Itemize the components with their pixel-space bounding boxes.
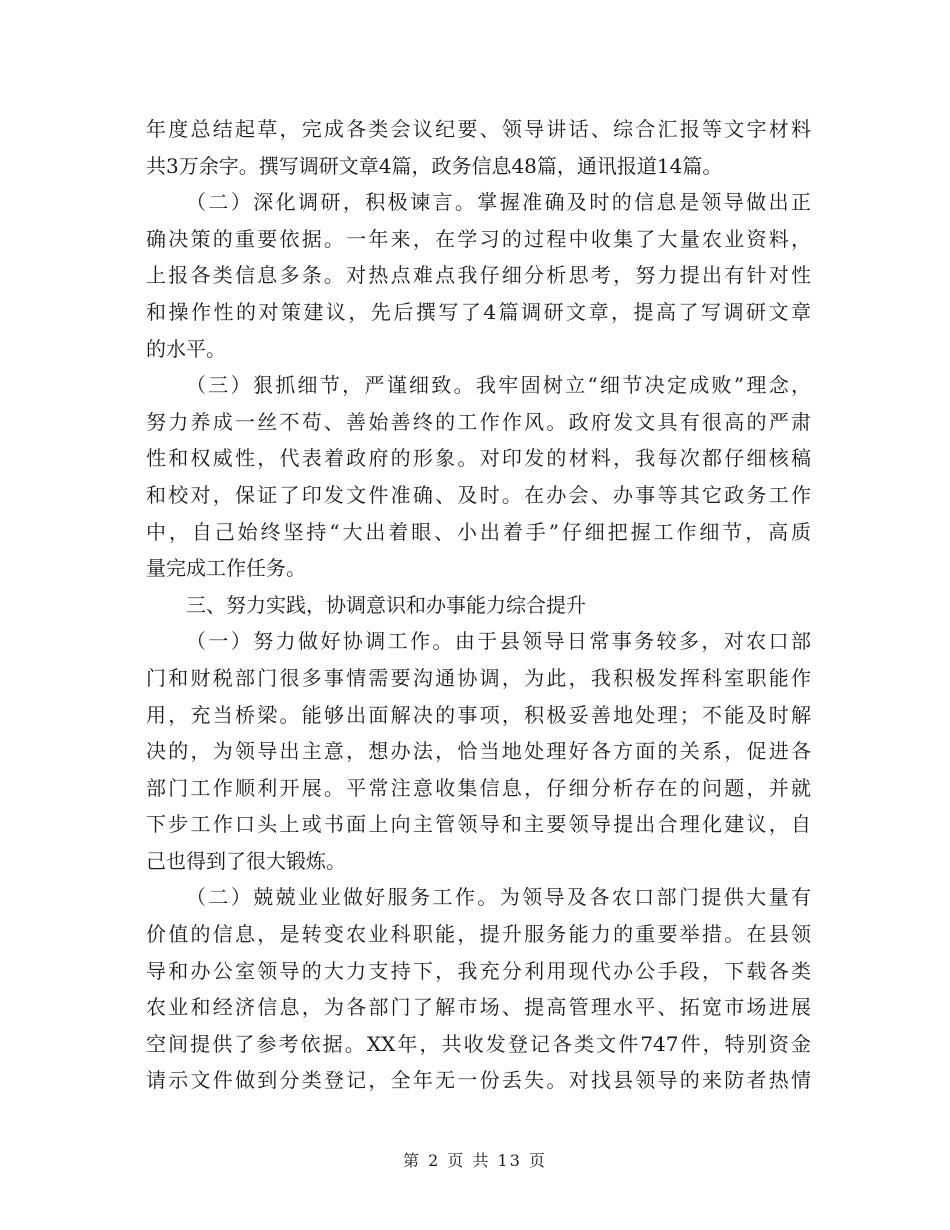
text-line: 共3万余字。撰写调研文章4篇，政务信息48篇，通讯报道14篇。: [146, 153, 723, 178]
text-line: 上报各类信息多条。对热点难点我仔细分析思考，努力提出有针对性: [146, 263, 811, 288]
text-line: 努力养成一丝不苟、善始善终的工作作风。政府发文具有很高的严肃: [146, 409, 811, 434]
document-body: [146, 111, 811, 1099]
text-line: 和操作性的对策建议，先后撰写了4篇调研文章，提高了写调研文章: [146, 299, 811, 324]
text-line: 下步工作口头上或书面上向主管领导和主要领导提出合理化建议，自: [146, 812, 811, 837]
page-number-footer: 第 2 页 共 13 页: [403, 1151, 547, 1170]
text-line: 的水平。: [146, 336, 226, 361]
text-line: （一）努力做好协调工作。由于县领导日常事务较多，对农口部: [186, 629, 811, 654]
text-line: （二）深化调研，积极谏言。掌握准确及时的信息是领导做出正: [186, 190, 811, 215]
text-line: 导和办公室领导的大力支持下，我充分利用现代办公手段，下载各类: [146, 958, 811, 983]
text-line: 年度总结起草，完成各类会议纪要、领导讲话、综合汇报等文字材料: [146, 117, 811, 141]
text-line: 己也得到了很大锻炼。: [146, 848, 346, 873]
text-line: 决的，为领导出主意，想办法，恰当地处理好各方面的关系，促进各: [146, 739, 811, 764]
text-line: （三）狠抓细节，严谨细致。我牢固树立“细节决定成败”理念，: [186, 373, 811, 398]
text-line: 中，自己始终坚持“大出着眼、小出着手”仔细把握工作细节，高质: [146, 519, 811, 544]
text-line: 价值的信息，是转变农业科职能，提升服务能力的重要举措。在县领: [146, 922, 811, 947]
text-line: 请示文件做到分类登记，全年无一份丢失。对找县领导的来防者热情: [146, 1068, 811, 1093]
text-line: （二）兢兢业业做好服务工作。为领导及各农口部门提供大量有: [186, 885, 811, 910]
text-line: 部门工作顺利开展。平常注意收集信息，仔细分析存在的问题，并就: [146, 775, 811, 800]
text-line: 确决策的重要依据。一年来，在学习的过程中收集了大量农业资料，: [146, 226, 811, 251]
text-line: 农业和经济信息，为各部门了解市场、提高管理水平、拓宽市场进展: [146, 995, 811, 1020]
text-line: 用，充当桥梁。能够出面解决的事项，积极妥善地处理；不能及时解: [146, 702, 811, 727]
text-line: 三、努力实践，协调意识和办事能力综合提升: [186, 592, 586, 617]
text-line: 性和权威性，代表着政府的形象。对印发的材料，我每次都仔细核稿: [146, 446, 811, 471]
text-line: 门和财税部门很多事情需要沟通协调，为此，我积极发挥科室职能作: [146, 665, 811, 690]
text-line: 和校对，保证了印发文件准确、及时。在办会、办事等其它政务工作: [146, 482, 811, 507]
text-line: 量完成工作任务。: [146, 556, 306, 581]
text-line: 空间提供了参考依据。XX年，共收发登记各类文件747件，特别资金: [146, 1031, 811, 1056]
